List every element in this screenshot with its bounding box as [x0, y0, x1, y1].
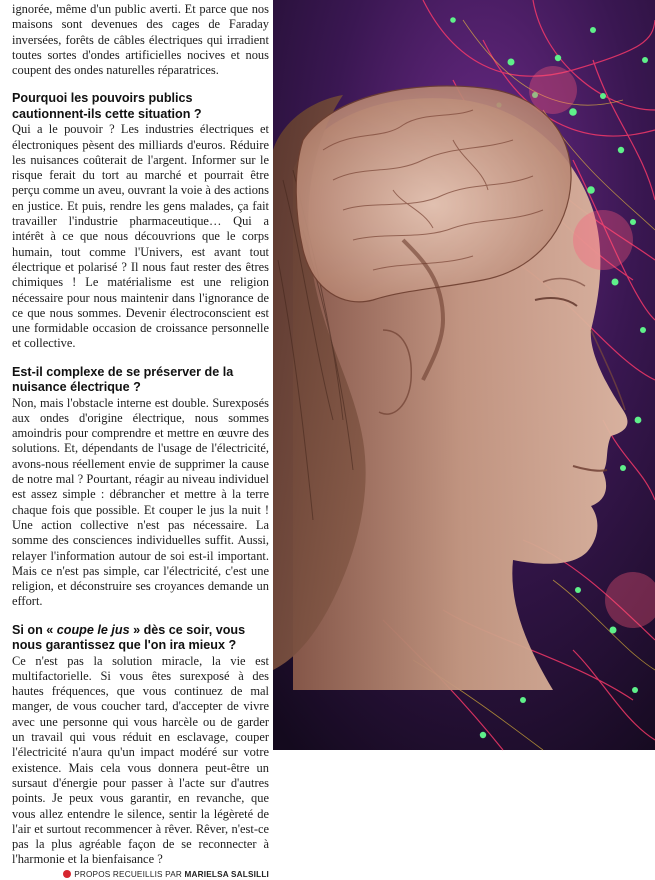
answer-2: Non, mais l'obstacle interne est double. Surexposés aux ondes d'origine électrique, nous sommes amoindris pour comprendre et mettre en œuvre des solutions. Et, dépendants de l'usage de l'électricité, avons-nous réellement envie de supprimer la cause de notre mal ? Pourtant, réagir au niveau individuel est assez simple : débrancher et mettre à la terre chaque fois que possible. Et couper le jus la nuit ! Une action collective n'est pas nécessaire. La somme des consciences individuelles suffit. Aussi, relayer l'information autour de soi est-il important. Mais ce n'est pas simple, car l'électricité, c'est une religion, et déconstruire ses croyances demande un effort.	[12, 395, 269, 609]
question-2: Est-il complexe de se préserver de la nuisance électrique ?	[12, 364, 234, 395]
credit-dot-icon	[63, 870, 71, 878]
question-3-end: » dès ce soir, vous nous garantissez que l'on ira mieux ?	[12, 622, 246, 653]
question-3-italic: coupe le jus	[56, 622, 130, 637]
credit-author-name: MARIELSA SALSILLI	[184, 869, 269, 879]
illustration-svg	[273, 0, 655, 750]
article-text-column	[0, 0, 272, 879]
brain-neurons-illustration	[273, 0, 655, 750]
answer-3: Ce n'est pas la solution miracle, la vie est multifactorielle. Si vous êtes surexposé à des hautes fréquences, que vous continuez de mal manger, de vous coucher tard, d'accepter de vivre avec une personne qui vous harcèle ou de garder un travail qui vous réduit en esclavage, couper l'électricité n'aura qu'un impact modéré sur votre existence. Mais cela vous donnera peut-être un sursaut d'énergie pour passer à l'acte sur d'autres points. Je peux vous garantir, en revanche, que vous allez entendre le silence, sentir la légèreté de l'air et surtout recommencer à rêver. Rêver, n'est-ce pas la plus agréable façon de se reconnecter à l'harmonie et la bienfaisance ?	[12, 653, 269, 867]
answer-1: Qui a le pouvoir ? Les industries électriques et électroniques pèsent des milliards d'euros. Réduire les nuisances coûterait de l'argent. Informer sur le risque ferait du tort au marché et pourrait être perçu comme un aveu, ouvrant la voie à des actions en justice. Et puis, rendre les gens malades, ça fait travailler l'industrie pharmaceutique… Qui a intérêt à ce que nous découvrions que le corps humain, tout comme l'Univers, est avant tout électrique et polarisé ? Il nous faut rester des êtres chimiques ! Le matérialisme est une religion nécessaire pour nous maintenir dans l'ignorance de ce que nous sommes. Devenir électroconscient est une formidable occasion de croissance personnelle et collective.	[12, 122, 269, 351]
question-3-start: Si on «	[12, 622, 57, 637]
question-1: Pourquoi les pouvoirs publics cautionnent-ils cette situation ?	[12, 91, 202, 121]
question-3	[12, 623, 269, 654]
author-credit	[12, 869, 269, 880]
credit-prefix: PROPOS RECUEILLIS PAR	[74, 869, 185, 879]
intro-paragraph: ignorée, même d'un public averti. Et parce que nos maisons sont devenues des cages de Faraday inversées, forêts de câbles électriques qui irradient toutes sortes d'ondes artificielles nocives et nous coupent des ondes naturelles réparatrices.	[12, 2, 269, 78]
